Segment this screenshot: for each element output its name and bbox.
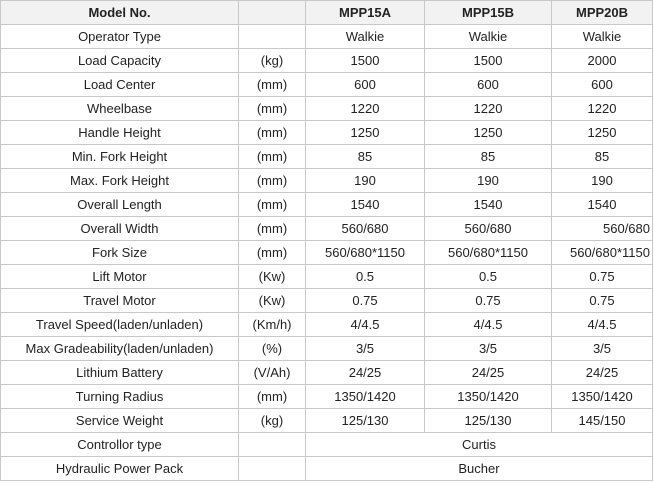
table-row [1, 169, 653, 193]
row-value: 560/680*1150 [552, 241, 653, 265]
row-value: 0.75 [425, 289, 552, 313]
row-label: Operator Type [1, 25, 239, 49]
table-row [1, 193, 653, 217]
row-unit [239, 433, 306, 457]
table-row [1, 457, 653, 481]
row-unit [239, 25, 306, 49]
row-value: 24/25 [425, 361, 552, 385]
row-unit: (mm) [239, 217, 306, 241]
row-value: Walkie [425, 25, 552, 49]
row-value: 1220 [552, 97, 653, 121]
row-label: Lithium Battery [1, 361, 239, 385]
unit-header [239, 1, 306, 25]
row-value: 1250 [425, 121, 552, 145]
row-value: 600 [306, 73, 425, 97]
row-value: 560/680*1150 [425, 241, 552, 265]
row-value: 85 [425, 145, 552, 169]
row-label: Max Gradeability(laden/unladen) [1, 337, 239, 361]
table-row [1, 313, 653, 337]
row-value: 560/680 [425, 217, 552, 241]
row-value: 1220 [425, 97, 552, 121]
row-label: Fork Size [1, 241, 239, 265]
row-unit [239, 457, 306, 481]
row-label: Min. Fork Height [1, 145, 239, 169]
row-unit: (mm) [239, 97, 306, 121]
row-value: 600 [425, 73, 552, 97]
row-value: 190 [425, 169, 552, 193]
row-label: Overall Length [1, 193, 239, 217]
table-row [1, 217, 653, 241]
table-row [1, 289, 653, 313]
row-label: Max. Fork Height [1, 169, 239, 193]
table-row [1, 25, 653, 49]
hydraulic-power-pack-value: Bucher [306, 457, 653, 481]
row-value: 190 [306, 169, 425, 193]
row-value: 24/25 [552, 361, 653, 385]
row-unit: (Kw) [239, 289, 306, 313]
row-value: 4/4.5 [425, 313, 552, 337]
table-row [1, 337, 653, 361]
row-value: 125/130 [425, 409, 552, 433]
row-value: 24/25 [306, 361, 425, 385]
row-label: Wheelbase [1, 97, 239, 121]
table-row [1, 241, 653, 265]
row-value: 560/680 [552, 217, 653, 241]
row-unit: (mm) [239, 193, 306, 217]
table-row [1, 265, 653, 289]
row-value: 0.75 [306, 289, 425, 313]
row-value: 85 [306, 145, 425, 169]
row-value: 85 [552, 145, 653, 169]
row-unit: (mm) [239, 241, 306, 265]
row-value: 1540 [306, 193, 425, 217]
header-row [1, 1, 653, 25]
row-value: Walkie [306, 25, 425, 49]
table-row [1, 145, 653, 169]
row-label: Service Weight [1, 409, 239, 433]
row-value: 0.5 [306, 265, 425, 289]
row-value: 1350/1420 [552, 385, 653, 409]
row-value: 1540 [425, 193, 552, 217]
row-value: 3/5 [425, 337, 552, 361]
row-label: Load Center [1, 73, 239, 97]
row-value: 600 [552, 73, 653, 97]
row-unit: (mm) [239, 385, 306, 409]
row-unit: (mm) [239, 145, 306, 169]
table-row [1, 385, 653, 409]
model-mpp20b: MPP20B [552, 1, 653, 25]
row-value: 0.75 [552, 289, 653, 313]
row-value: 1540 [552, 193, 653, 217]
row-value: 1350/1420 [425, 385, 552, 409]
table-row [1, 97, 653, 121]
row-value: 1220 [306, 97, 425, 121]
row-value: 0.5 [425, 265, 552, 289]
row-value: 1350/1420 [306, 385, 425, 409]
table-row [1, 409, 653, 433]
row-unit: (V/Ah) [239, 361, 306, 385]
row-label: Load Capacity [1, 49, 239, 73]
row-value: Walkie [552, 25, 653, 49]
table-row [1, 433, 653, 457]
model-mpp15a: MPP15A [306, 1, 425, 25]
row-value: 1500 [306, 49, 425, 73]
row-value: 0.75 [552, 265, 653, 289]
row-value: 190 [552, 169, 653, 193]
row-unit: (Kw) [239, 265, 306, 289]
row-unit: (mm) [239, 169, 306, 193]
row-unit: (kg) [239, 49, 306, 73]
table-row [1, 49, 653, 73]
row-unit: (mm) [239, 121, 306, 145]
row-label: Travel Speed(laden/unladen) [1, 313, 239, 337]
table-row [1, 73, 653, 97]
row-label: Lift Motor [1, 265, 239, 289]
row-value: 560/680 [306, 217, 425, 241]
row-value: 2000 [552, 49, 653, 73]
row-unit: (Km/h) [239, 313, 306, 337]
model-label: Model No. [1, 1, 239, 25]
row-value: 1250 [306, 121, 425, 145]
row-label: Overall Width [1, 217, 239, 241]
row-value: 560/680*1150 [306, 241, 425, 265]
row-unit: (mm) [239, 73, 306, 97]
controller-type-value: Curtis [306, 433, 653, 457]
row-label: Hydraulic Power Pack [1, 457, 239, 481]
row-value: 3/5 [552, 337, 653, 361]
table-row [1, 121, 653, 145]
row-value: 4/4.5 [306, 313, 425, 337]
row-unit: (%) [239, 337, 306, 361]
row-label: Controllor type [1, 433, 239, 457]
table-row [1, 361, 653, 385]
row-value: 3/5 [306, 337, 425, 361]
row-label: Travel Motor [1, 289, 239, 313]
row-unit: (kg) [239, 409, 306, 433]
row-value: 1250 [552, 121, 653, 145]
row-value: 4/4.5 [552, 313, 653, 337]
row-value: 125/130 [306, 409, 425, 433]
row-value: 1500 [425, 49, 552, 73]
row-label: Turning Radius [1, 385, 239, 409]
row-value: 145/150 [552, 409, 653, 433]
row-label: Handle Height [1, 121, 239, 145]
model-mpp15b: MPP15B [425, 1, 552, 25]
